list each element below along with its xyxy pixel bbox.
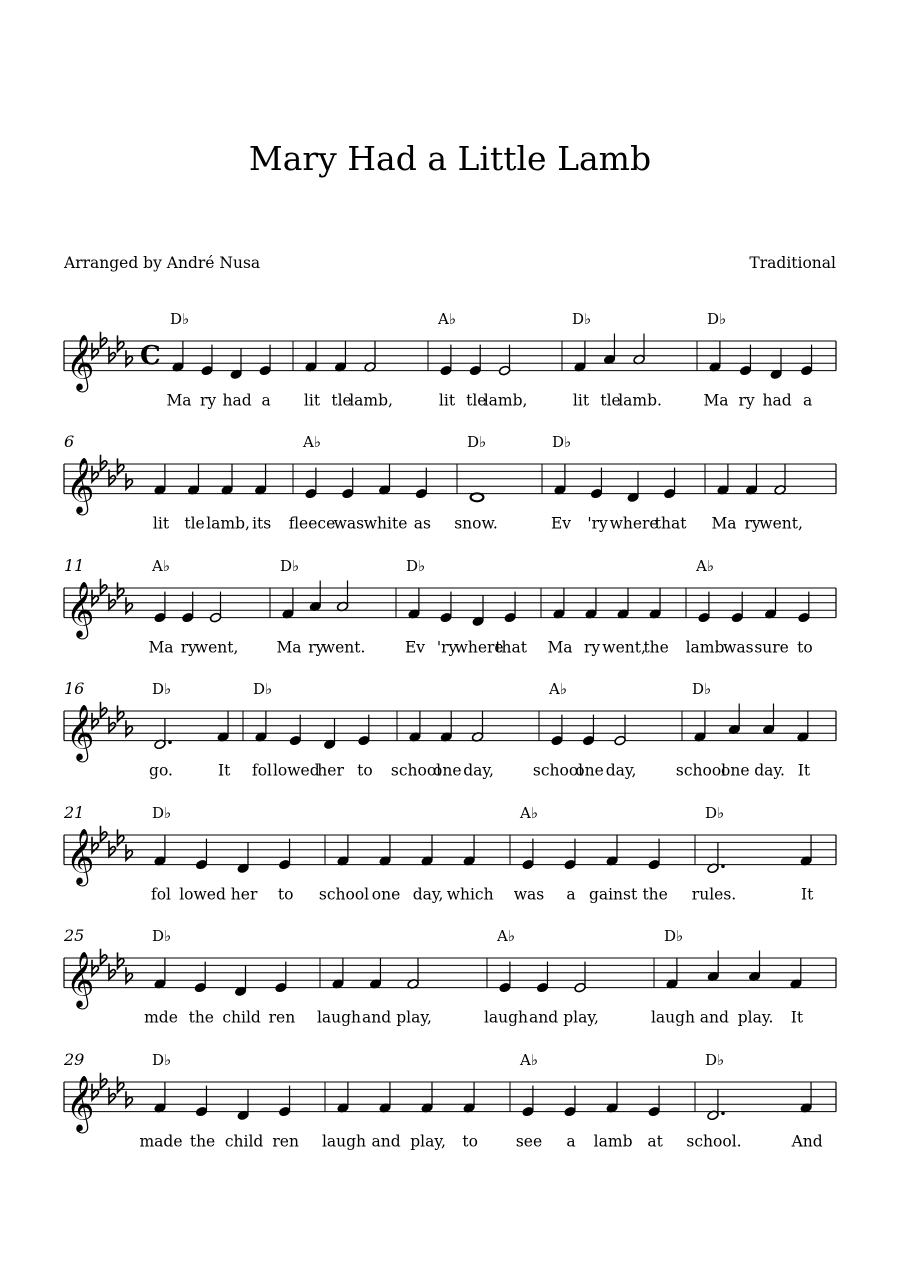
lyric-syllable: tle [184, 514, 205, 533]
lyric-syllable: ren [268, 1008, 296, 1027]
lyric-syllable: mde [144, 1008, 178, 1027]
key-signature-flat-icon [126, 1091, 132, 1107]
lyric-syllable: where [454, 638, 504, 657]
whole-note [471, 493, 484, 501]
lyric-syllable: to [462, 1132, 478, 1151]
lyric-syllable: at [647, 1132, 663, 1151]
lyric-syllable: a [566, 1132, 576, 1151]
lyric-syllable: her [230, 885, 258, 904]
measure-number: 11 [64, 556, 85, 575]
lyric-syllable: went, [602, 638, 646, 657]
lyric-syllable: lowed [272, 761, 320, 780]
lyric-syllable: ry [738, 391, 755, 410]
lyric-syllable: lamb [685, 638, 725, 657]
chord-symbol: D♭ [406, 557, 426, 575]
lyric-syllable: child [224, 1132, 264, 1151]
key-signature-flat-icon [126, 350, 132, 366]
key-signature-flat-icon [101, 1073, 107, 1089]
lyric-syllable: a [803, 391, 813, 410]
score-systems [63, 310, 836, 1151]
lyric-syllable: 'ry [436, 638, 458, 657]
chord-symbol: D♭ [572, 310, 592, 328]
chord-symbol: A♭ [152, 557, 170, 575]
key-signature-flat-icon [126, 967, 132, 983]
lyric-syllable: which [446, 885, 494, 904]
lyric-syllable: play, [410, 1132, 446, 1151]
lyric-syllable: one [371, 885, 401, 904]
lyric-syllable: one [575, 761, 604, 780]
key-signature-flat-icon [126, 844, 132, 860]
key-signature-flat-icon [101, 826, 107, 842]
staff-system [63, 1050, 836, 1151]
chord-symbol: D♭ [467, 433, 487, 451]
chord-symbol: D♭ [152, 804, 172, 822]
lyric-syllable: and [699, 1008, 729, 1027]
lyric-syllable: Ma [703, 391, 729, 410]
key-signature-flat-icon [126, 473, 132, 489]
lyric-syllable: lit [303, 391, 321, 410]
lyric-syllable: fol [150, 885, 172, 904]
lyric-syllable: her [317, 761, 344, 780]
lyric-syllable: was [723, 638, 754, 657]
lyric-syllable: sure [754, 638, 789, 657]
treble-clef-icon: 𝄞 [66, 457, 95, 514]
lyric-syllable: was [513, 885, 545, 904]
lyric-syllable: laugh [650, 1008, 696, 1027]
lyric-syllable: laugh [321, 1132, 367, 1151]
chord-symbol: D♭ [664, 927, 684, 945]
dot [168, 741, 172, 745]
treble-clef-icon: 𝄞 [66, 828, 95, 885]
key-signature-flat-icon [126, 720, 132, 736]
key-signature-flat-icon [118, 1076, 124, 1092]
lyric-syllable: day, [605, 761, 637, 780]
lyric-syllable: and [528, 1008, 559, 1027]
staff-system [64, 679, 836, 780]
lyric-syllable: Ev [404, 638, 426, 657]
dot [721, 1112, 725, 1116]
key-signature-flat-icon [118, 582, 124, 598]
lyric-syllable: to [797, 638, 813, 657]
lyric-syllable: lamb, [483, 391, 528, 410]
lyric-syllable: ry [199, 391, 217, 410]
key-signature-flat-icon [101, 702, 107, 718]
chord-symbol: A♭ [549, 680, 567, 698]
treble-clef-icon: 𝄞 [66, 704, 95, 761]
treble-clef-icon: 𝄞 [66, 1075, 95, 1132]
chord-symbol: D♭ [253, 680, 273, 698]
lyric-syllable: play, [563, 1008, 599, 1027]
key-signature-flat-icon [101, 332, 107, 348]
lyric-syllable: the [189, 1132, 216, 1151]
staff-system [63, 926, 836, 1027]
chord-symbol: D♭ [152, 1051, 172, 1069]
lyric-syllable: laugh [316, 1008, 362, 1027]
lyric-syllable: Ma [547, 638, 573, 657]
lyric-syllable: the [188, 1008, 214, 1027]
key-signature-flat-icon [118, 705, 124, 721]
staff-system [64, 432, 836, 533]
treble-clef-icon: 𝄞 [66, 951, 95, 1008]
lyric-syllable: one [721, 761, 750, 780]
lyric-syllable: tle [466, 391, 487, 410]
measure-number: 16 [64, 679, 85, 698]
lyric-syllable: school [390, 761, 442, 780]
chord-symbol: A♭ [438, 310, 456, 328]
lyric-syllable: laugh [483, 1008, 529, 1027]
lyric-syllable: go. [149, 761, 173, 780]
chord-symbol: D♭ [705, 1051, 725, 1069]
lyric-syllable: Ma [148, 638, 174, 657]
lyric-syllable: lamb. [618, 391, 662, 410]
lyric-syllable: It [790, 1008, 804, 1027]
lyric-syllable: ry [180, 638, 197, 657]
lyric-syllable: school [318, 885, 370, 904]
lyric-syllable: school [675, 761, 727, 780]
lyric-syllable: Ma [276, 638, 302, 657]
key-signature-flat-icon [118, 829, 124, 845]
lyric-syllable: school. [686, 1132, 742, 1151]
chord-symbol: A♭ [696, 557, 714, 575]
key-signature-flat-icon [101, 579, 107, 595]
lyric-syllable: lamb, [349, 391, 393, 410]
lyric-syllable: day. [754, 761, 785, 780]
lyric-syllable: It [217, 761, 231, 780]
lyric-syllable: lowed [179, 885, 226, 904]
lyric-syllable: one [433, 761, 462, 780]
lyric-syllable: white [363, 514, 408, 533]
chord-symbol: A♭ [520, 804, 538, 822]
staff-system [64, 310, 836, 410]
lyric-syllable: that [495, 638, 527, 657]
lyric-syllable: its [252, 514, 272, 533]
key-signature-flat-icon [101, 455, 107, 471]
lyric-syllable: snow. [454, 514, 498, 533]
lyric-syllable: play, [396, 1008, 432, 1027]
measure-number: 21 [64, 803, 85, 822]
chord-symbol: D♭ [705, 804, 725, 822]
staff-system [64, 556, 836, 657]
composer-credit: Traditional [749, 254, 836, 272]
treble-clef-icon: 𝄞 [66, 581, 95, 638]
lyric-syllable: And [791, 1132, 823, 1151]
lyric-syllable: a [566, 885, 576, 904]
lyric-syllable: went. [321, 638, 366, 657]
lyric-syllable: rules. [691, 885, 737, 904]
chord-symbol: D♭ [280, 557, 300, 575]
lyric-syllable: had [762, 391, 792, 410]
chord-symbol: D♭ [692, 680, 712, 698]
lyric-syllable: It [797, 761, 811, 780]
lyric-syllable: Ma [711, 514, 737, 533]
lyric-syllable: lit [572, 391, 590, 410]
measure-number: 25 [64, 926, 85, 945]
chord-symbol: D♭ [152, 927, 172, 945]
lyric-syllable: ry [583, 638, 601, 657]
lyric-syllable: to [277, 885, 294, 904]
lyric-syllable: lit [152, 514, 170, 533]
lyric-syllable: day, [463, 761, 494, 780]
measure-number: 29 [64, 1050, 85, 1069]
key-signature-flat-icon [101, 949, 107, 965]
chord-symbol: D♭ [170, 310, 190, 328]
chord-symbol: D♭ [707, 310, 727, 328]
key-signature-flat-icon [118, 458, 124, 474]
lyric-syllable: the [642, 885, 668, 904]
lyric-syllable: made [139, 1132, 183, 1151]
lyric-syllable: ry [744, 514, 761, 533]
lyric-syllable: 'ry [587, 514, 608, 533]
chord-symbol: A♭ [497, 927, 515, 945]
chord-symbol: A♭ [303, 433, 321, 451]
treble-clef-icon: 𝄞 [66, 334, 95, 391]
lyric-syllable: went, [194, 638, 239, 657]
lyric-syllable: tle [600, 391, 621, 410]
lyric-syllable: lamb [593, 1132, 633, 1151]
lyric-syllable: child [222, 1008, 261, 1027]
lyric-syllable: ren [272, 1132, 299, 1151]
lyric-syllable: fol [251, 761, 273, 780]
lyric-syllable: Ev [550, 514, 572, 533]
lyric-syllable: the [643, 638, 669, 657]
lyric-syllable: ry [308, 638, 325, 657]
lyric-syllable: where [609, 514, 659, 533]
lyric-syllable: play. [737, 1008, 774, 1027]
lyric-syllable: day, [412, 885, 444, 904]
key-signature-flat-icon [118, 952, 124, 968]
lyric-syllable: had [222, 391, 252, 410]
lyric-syllable: tle [331, 391, 352, 410]
measure-number: 6 [64, 432, 75, 451]
lyric-syllable: and [361, 1008, 392, 1027]
lyric-syllable: gainst [588, 885, 638, 904]
lyric-syllable: see [515, 1132, 543, 1151]
chord-symbol: D♭ [152, 680, 172, 698]
arranger-credit: Arranged by André Nusa [64, 254, 261, 272]
lyric-syllable: to [357, 761, 373, 780]
lyric-syllable: school [532, 761, 584, 780]
lyric-syllable: was [333, 514, 365, 533]
chord-symbol: A♭ [520, 1051, 538, 1069]
lyric-syllable: lamb, [206, 514, 250, 533]
key-signature-flat-icon [126, 597, 132, 613]
lyric-syllable: and [371, 1132, 401, 1151]
lyric-syllable: It [800, 885, 814, 904]
dot [721, 865, 725, 869]
lyric-syllable: went, [759, 514, 803, 533]
lyric-syllable: lit [438, 391, 456, 410]
lyric-syllable: Ma [166, 391, 192, 410]
page-title: Mary Had a Little Lamb [248, 139, 652, 178]
staff-system [63, 803, 836, 904]
time-signature: C [140, 341, 161, 372]
lyric-syllable: that [654, 514, 687, 533]
lyric-syllable: fleece [288, 514, 336, 533]
lyric-syllable: a [261, 391, 271, 410]
chord-symbol: D♭ [552, 433, 572, 451]
lyric-syllable: as [413, 514, 432, 533]
key-signature-flat-icon [118, 335, 124, 351]
